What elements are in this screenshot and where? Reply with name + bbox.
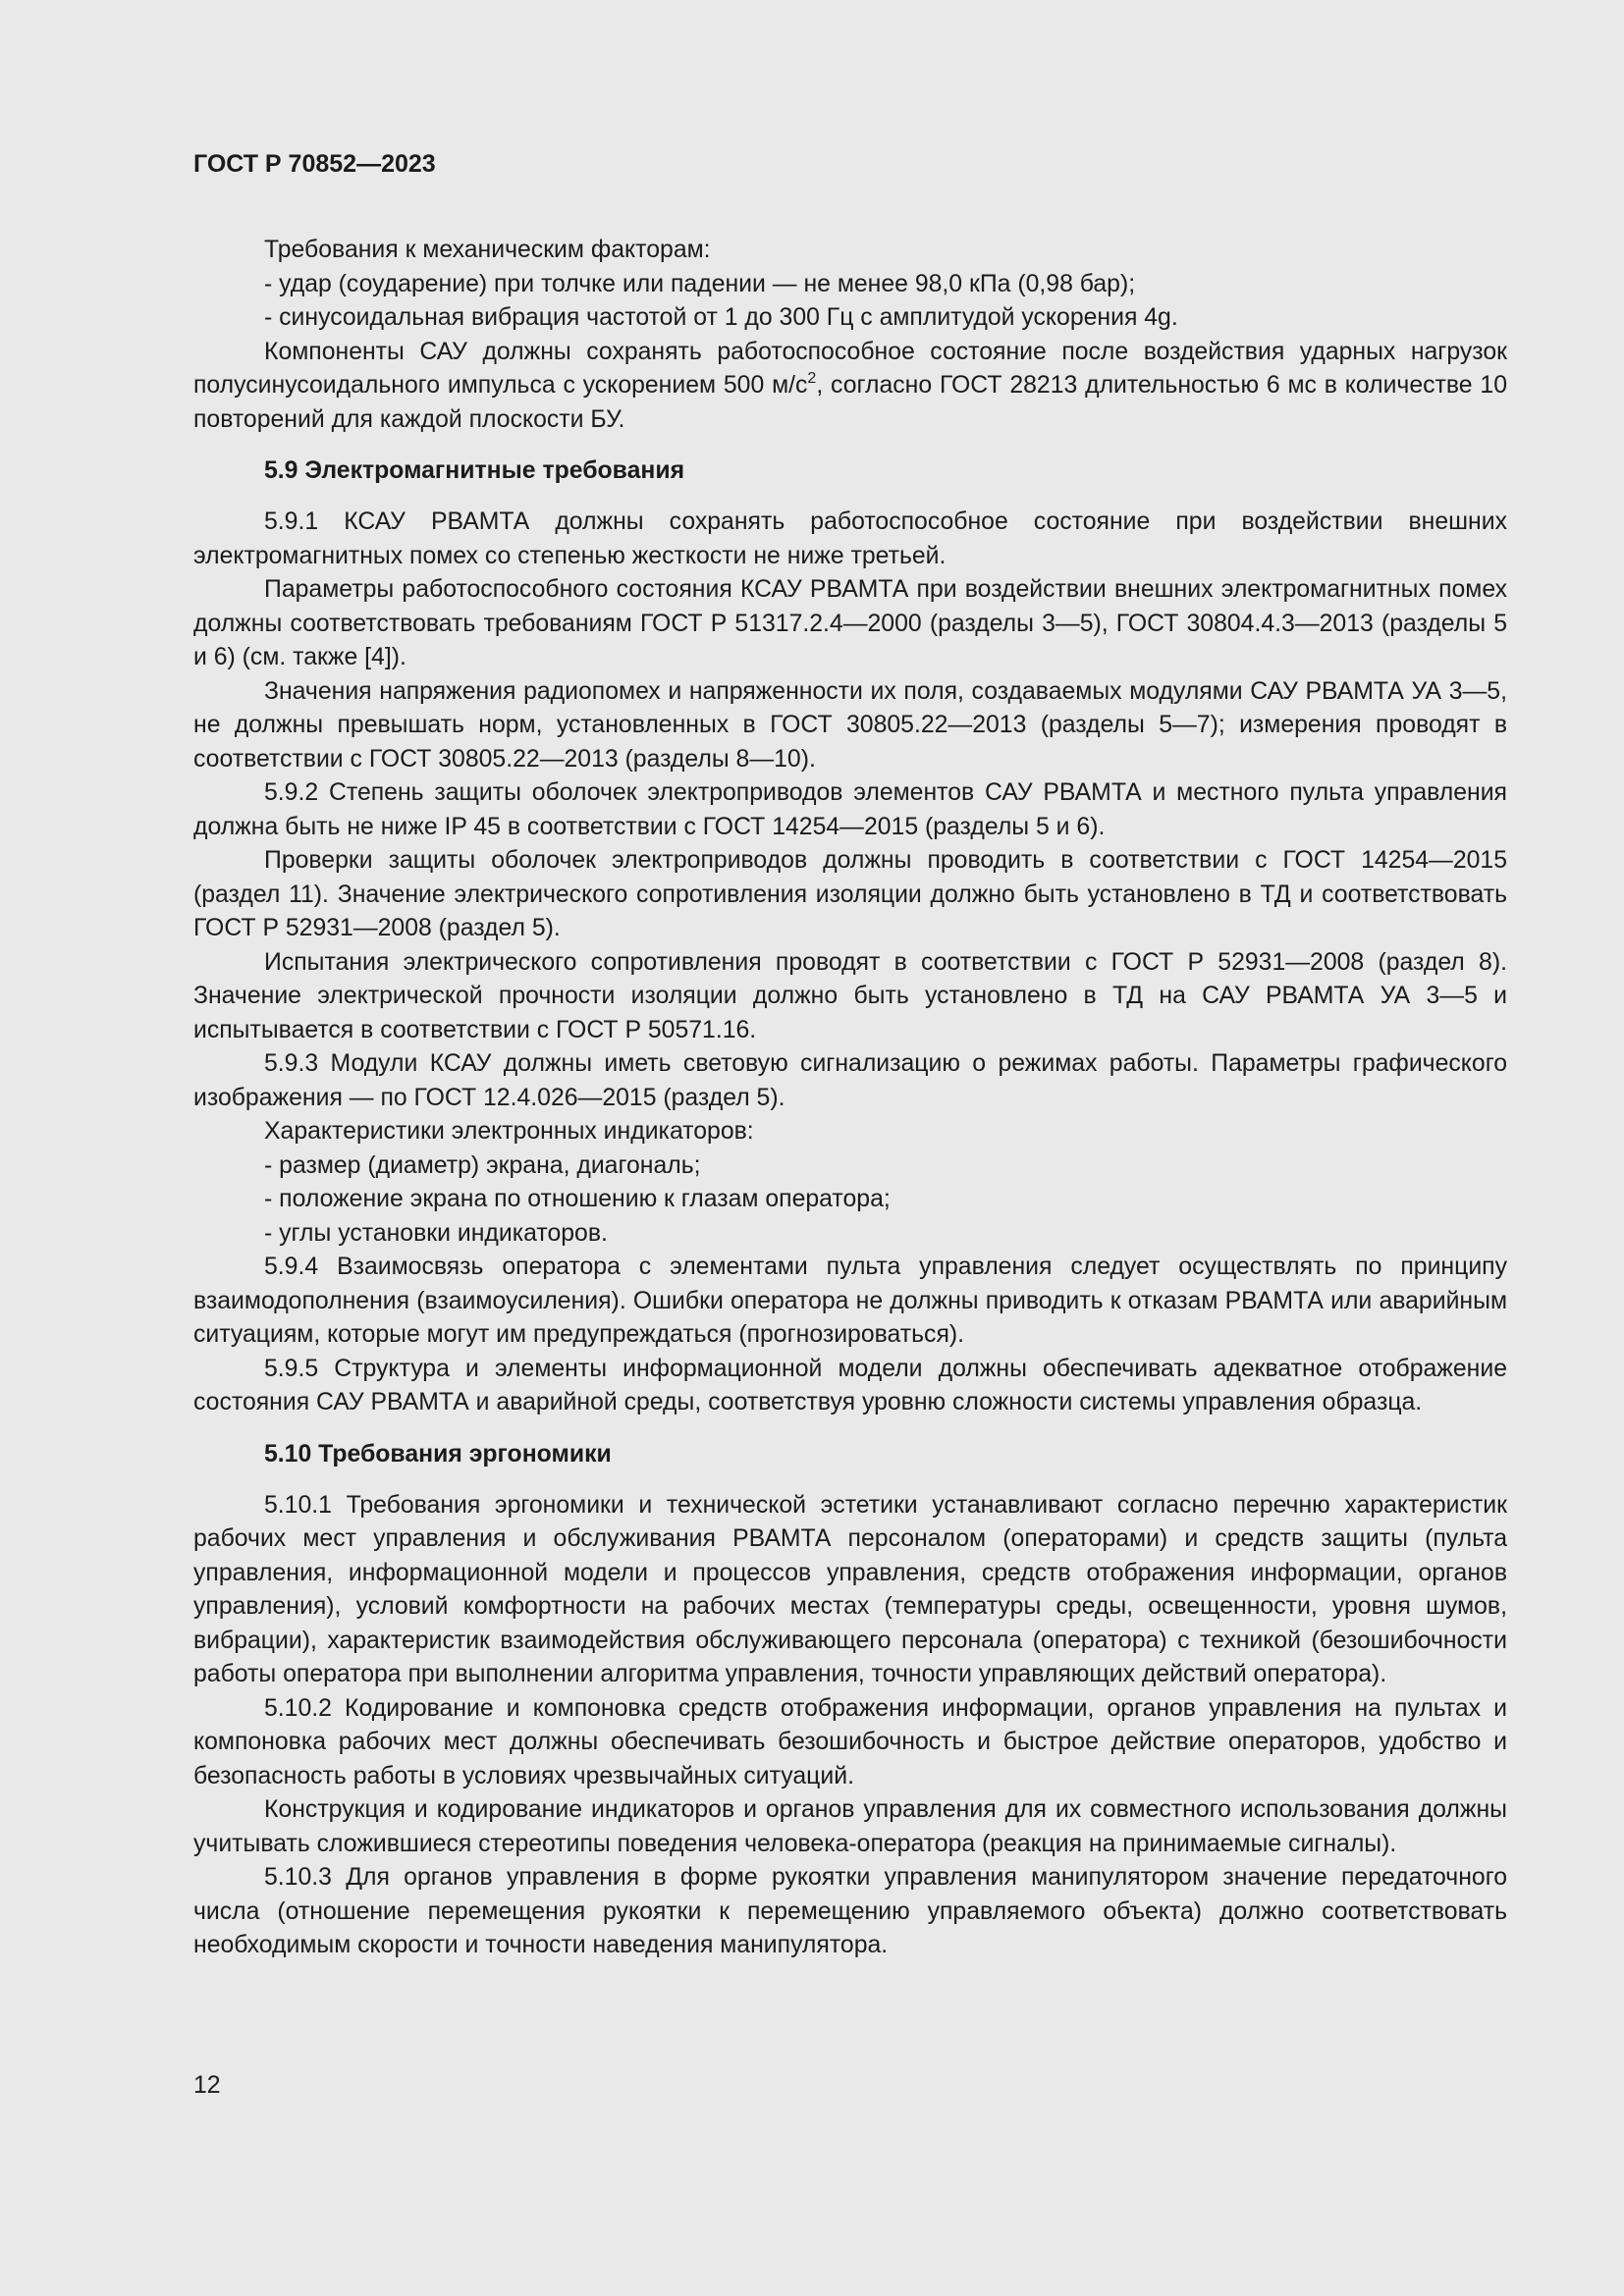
superscript-exponent: 2 [807, 370, 817, 387]
paragraph-5-9-1: 5.9.1 КСАУ РВАМТА должны сохранять работоспособное состояние при воздействии внешних электромагнитных помех со степенью жесткости не ниже третьей. [193, 508, 1507, 569]
paragraph-5-9-2: 5.9.2 Степень защиты оболочек электроприводов элементов САУ РВАМТА и местного пульта управления должна быть не ниже IP 45 в соответствии с ГОСТ 14254—2015 (разделы 5 и 6). [193, 779, 1507, 840]
paragraph-emc-params: Параметры работоспособного состояния КСАУ РВАМТА при воздействии внешних электромагнитных помех должны соответствовать требованиям ГОСТ Р 51317.2.4—2000 (разделы 3—5), ГОСТ 30804.4.3—2013 (разделы 5 и 6) (см. также [4]). [193, 576, 1507, 670]
paragraph-text: Компоненты САУ должны сохранять работоспособное состояние после воздействия ударных нагрузок полусинусоидального импульса с ускорением 500 м/с [193, 338, 1507, 399]
list-item-indicator-angles: - углы установки индикаторов. [264, 1219, 608, 1247]
paragraph-5-9-4: 5.9.4 Взаимосвязь оператора с элементами пульта управления следует осуществлять по принципу взаимодополнения (взаимоусиления). Ошибки оператора не должны приводить к отказам РВАМТА или аварийным ситуациям, которые могут им предупреждаться (прогнозироваться). [193, 1254, 1507, 1348]
document-page [193, 147, 1507, 1963]
paragraph-indicator-coding: Конструкция и кодирование индикаторов и органов управления для их совместного использования должны учитывать сложившиеся стереотипы поведения человека-оператора (реакция на принимаемые сигналы). [193, 1796, 1507, 1857]
list-item-shock: - удар (соударение) при толчке или падении — не менее 98,0 кПа (0,98 бар); [264, 270, 1136, 297]
list-item-screen-size: - размер (диаметр) экрана, диагональ; [264, 1151, 701, 1179]
paragraph-indicator-characteristics: Характеристики электронных индикаторов: [264, 1118, 754, 1145]
paragraph-5-10-1: 5.10.1 Требования эргономики и технической эстетики устанавливают согласно перечню характеристик рабочих мест управления и обслуживания РВАМТА персоналом (операторами) и средств защиты (пульта управления, информационной модели и процессов управления, средств отображения информации, органов управления), условий комфортности на рабочих местах (температуры среды, освещенности, уровня шумов, вибрации), характеристик взаимодействия обслуживающего персонала (оператора) с техникой (безошибочности работы оператора при выполнении алгоритма управления, точности управляющих действий оператора). [193, 1491, 1507, 1687]
paragraph-5-10-2: 5.10.2 Кодирование и компоновка средств отображения информации, органов управления на пультах и компоновка рабочих мест должны обеспечивать безошибочность и быстрое действие операторов, удобство и безопасность работы в условиях чрезвычайных ситуаций. [193, 1694, 1507, 1789]
list-item-vibration: - синусоидальная вибрация частотой от 1 до 300 Гц с амплитудой ускорения 4g. [264, 304, 1178, 331]
list-item-screen-position: - положение экрана по отношению к глазам оператора; [264, 1186, 891, 1212]
paragraph-radio-interference: Значения напряжения радиопомех и напряженности их поля, создаваемых модулями САУ РВАМТА УА 3—5, не должны превышать норм, установленных в ГОСТ 30805.22—2013 (разделы 5—7); измерения проводят в соответствии с ГОСТ 30805.22—2013 (разделы 8—10). [193, 677, 1507, 773]
paragraph-resistance-tests: Испытания электрического сопротивления проводят в соответствии с ГОСТ Р 52931—2008 (раздел 8). Значение электрической прочности изоляции должно быть установлено в ТД на САУ РВАМТА УА 3—5 и испытывается в соответствии с ГОСТ Р 50571.16. [193, 948, 1507, 1043]
document-header: ГОСТ Р 70852—2023 [193, 150, 436, 178]
paragraph-mechanical-factors: Требования к механическим факторам: [264, 237, 711, 263]
paragraph-5-10-3: 5.10.3 Для органов управления в форме рукоятки управления манипулятором значение передаточного числа (отношение перемещения рукоятки к перемещению управляемого объекта) должно соответствовать необходимым скорости и точности наведения манипулятора. [193, 1864, 1507, 1958]
paragraph-components-shock [193, 336, 1507, 438]
paragraph-5-9-5: 5.9.5 Структура и элементы информационной модели должны обеспечивать адекватное отображение состояния САУ РВАМТА и аварийной среды, соответствуя уровню сложности системы управления образца. [193, 1355, 1507, 1415]
paragraph-text: , согласно ГОСТ 28213 длительностью 6 мс в количестве 10 повторений для каждой плоскости БУ. [193, 372, 1507, 433]
page-number: 12 [193, 2072, 221, 2099]
section-heading-5-9: 5.9 Электромагнитные требования [264, 457, 685, 484]
paragraph-5-9-3: 5.9.3 Модули КСАУ должны иметь световую сигнализацию о режимах работы. Параметры графического изображения — по ГОСТ 12.4.026—2015 (раздел 5). [193, 1050, 1507, 1111]
section-heading-5-10: 5.10 Требования эргономики [264, 1440, 612, 1468]
paragraph-enclosure-checks: Проверки защиты оболочек электроприводов должны проводить в соответствии с ГОСТ 14254—2015 (раздел 11). Значение электрического сопротивления изоляции должно быть установлено в ТД и соответствовать ГОСТ Р 52931—2008 (раздел 5). [193, 847, 1507, 941]
